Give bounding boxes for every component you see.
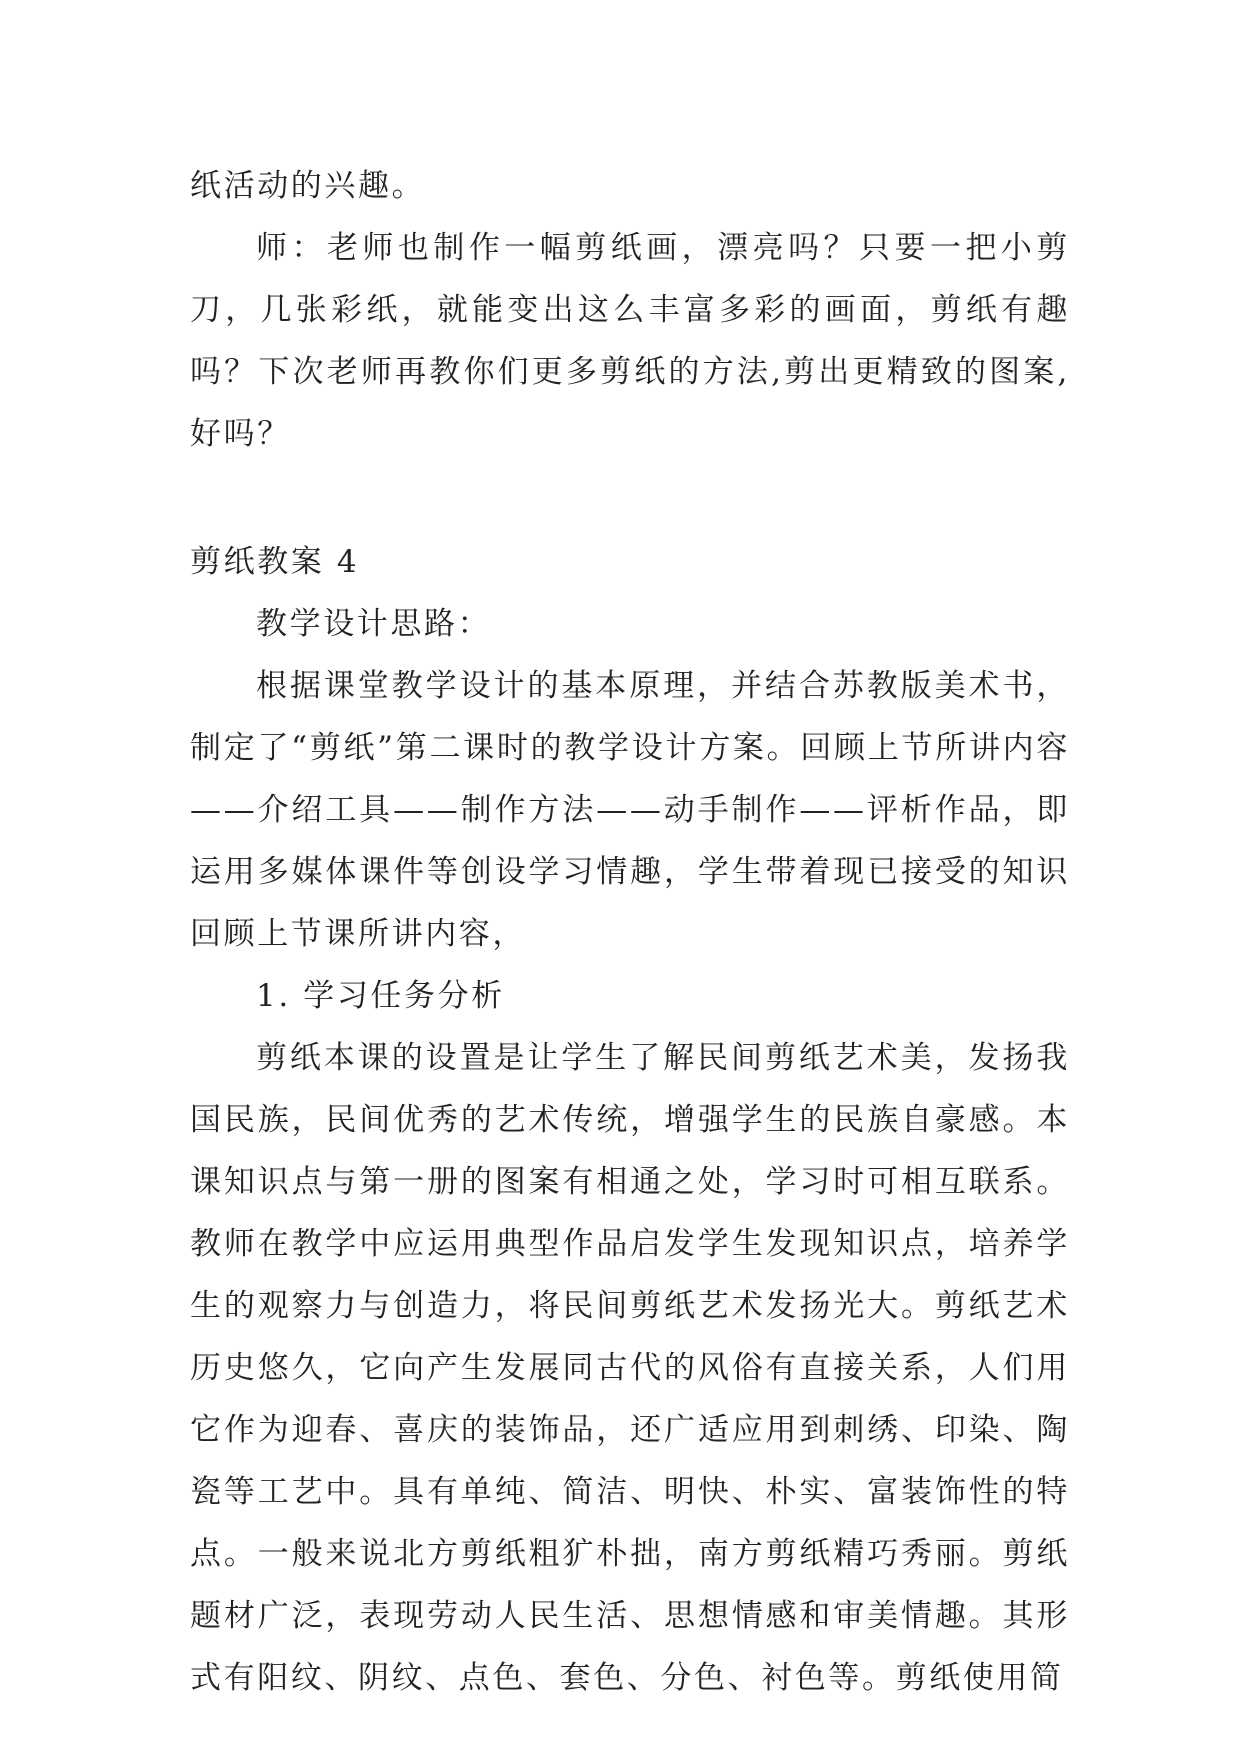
section-spacer (190, 465, 1070, 531)
task-heading: 1. 学习任务分析 (256, 978, 505, 1014)
teacher-speech-paragraph: 师：老师也制作一幅剪纸画，漂亮吗？只要一把小剪刀，几张彩纸，就能变出这么丰富多彩的画面，剪纸有趣吗？下次老师再教你们更多剪纸的方法,剪出更精致的图案,好吗？ (190, 230, 1070, 452)
document-body (190, 155, 1070, 1709)
design-heading: 教学设计思路： (256, 606, 492, 642)
section-title: 剪纸教案 4 (190, 544, 360, 580)
design-paragraph: 根据课堂教学设计的基本原理，并结合苏教版美术书，制定了“剪纸”第二课时的教学设计方案。回顾上节所讲内容——介绍工具——制作方法——动手制作——评析作品，即运用多媒体课件等创设学习情趣，学生带着现已接受的知识回顾上节课所讲内容， (190, 668, 1070, 952)
task-paragraph: 剪纸本课的设置是让学生了解民间剪纸艺术美，发扬我国民族，民间优秀的艺术传统，增强学生的民族自豪感。本课知识点与第一册的图案有相通之处，学习时可相互联系。教师在教学中应运用典型作品启发学生发现知识点，培养学生的观察力与创造力，将民间剪纸艺术发扬光大。剪纸艺术历史悠久，它向产生发展同古代的风俗有直接关系，人们用它作为迎春、喜庆的装饰品，还广适应用到刺绣、印染、陶瓷等工艺中。具有单纯、简洁、明快、朴实、富装饰性的特点。一般来说北方剪纸粗犷朴拙，南方剪纸精巧秀丽。剪纸题材广泛，表现劳动人民生活、思想情感和审美情趣。其形式有阳纹、阴纹、点色、套色、分色、衬色等。剪纸使用简 (190, 1040, 1070, 1696)
continuation-paragraph: 纸活动的兴趣。 (190, 168, 426, 204)
